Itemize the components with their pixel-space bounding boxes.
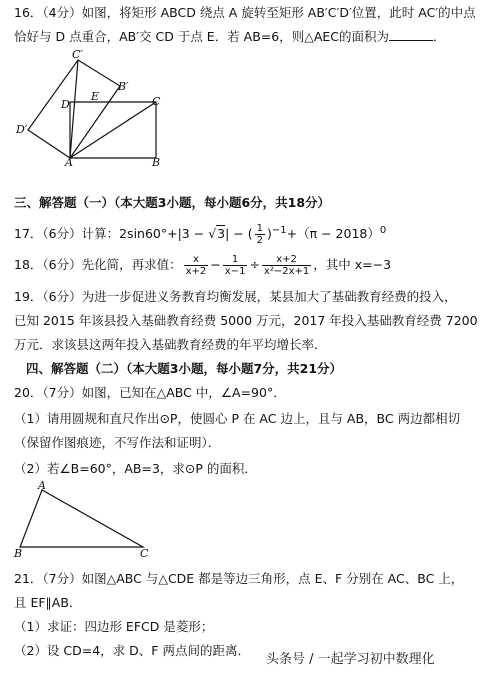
q20-line1: 20．（7分）如图，已知在△ABC 中，∠A=90°．	[14, 385, 286, 400]
q17-exponent2: 0	[379, 225, 387, 236]
q20-line3: （保留作图痕迹，不写作法和证明）．	[14, 435, 221, 450]
q18-prefix: 18．（6分）先化简，再求值：	[14, 257, 182, 272]
label-C-prime: C′	[72, 48, 83, 61]
q18-line	[14, 254, 391, 277]
label-C: C	[140, 547, 149, 560]
label-B-prime: B′	[118, 80, 129, 93]
q18-f1-num: x	[192, 254, 199, 265]
q19-line3: 万元．求该县这两年投入基础教育经费的年平均增长率．	[14, 337, 327, 352]
section4-title: 四、解答题（二）（本大题3小题，每小题7分，共21分）	[26, 361, 343, 376]
label-B: B	[152, 156, 161, 166]
q21-line4: （2）设 CD=4，求 D、F 两点间的距离．	[14, 643, 250, 658]
q21-line3: （1）求证：四边形 EFCD 是菱形；	[14, 619, 214, 634]
label-D: D	[61, 98, 70, 111]
q17-fraction	[255, 223, 265, 246]
answer-blank	[389, 28, 433, 41]
q18-suffix: ，其中 x=−3	[313, 257, 392, 272]
q18-f2-num: 1	[231, 254, 239, 265]
sqrt-symbol: √	[208, 226, 217, 242]
q16-line1: 16．（4分）如图，将矩形 ABCD 绕点 A 旋转至矩形 AB′C′D′位置，此时 AC′的中点	[14, 5, 476, 20]
label-D-prime: D′	[16, 123, 28, 136]
q18-f3-den: x²−2x+1	[263, 266, 310, 277]
q17-frac-den: 2	[256, 235, 263, 247]
q17-frac-num: 1	[256, 223, 263, 235]
label-A: A	[38, 479, 46, 492]
q18-f1-den: x+2	[185, 266, 207, 277]
label-C: C	[152, 95, 161, 108]
q17-prefix: 17．（6分）计算：2sin60°+|3 −	[14, 226, 209, 242]
q17-exponent: −1	[271, 225, 287, 236]
q20-line4: （2）若∠B=60°，AB=3，求⊙P 的面积．	[14, 461, 257, 476]
section3-title: 三、解答题（一）（本大题3小题，每小题6分，共18分）	[14, 195, 331, 210]
q18-fraction3	[262, 254, 311, 277]
segment-AC-prime	[70, 60, 78, 158]
q18-op1: −	[210, 257, 221, 272]
label-E: E	[91, 90, 100, 103]
q19-line2: 已知 2015 年该县投入基础教育经费 5000 万元，2017 年投入基础教育经费 7200	[14, 313, 478, 328]
q17-mid2: )	[267, 226, 272, 242]
q18-f2-den: x−1	[224, 266, 246, 277]
q17-sqrt-value: 3	[217, 226, 226, 242]
q16-line2-end: ．	[433, 29, 446, 44]
right-triangle-figure	[0, 478, 170, 560]
segment-AC	[70, 102, 156, 158]
q21-line2: 且 EF∥AB．	[14, 595, 82, 610]
q16-line2-text: 恰好与 D 点重合，AB′交 CD 于点 E．若 AB=6，则△AEC的面积为	[14, 29, 390, 44]
q18-op2: ÷	[249, 257, 260, 272]
q16-line2	[14, 28, 446, 46]
triangle-ABC	[20, 490, 143, 547]
q17-suffix: +（π − 2018）	[286, 226, 380, 242]
watermark: 头条号 / 一起学习初中数理化	[266, 652, 435, 667]
label-B: B	[14, 547, 23, 560]
q17-mid: | − (	[225, 226, 253, 242]
label-A: A	[65, 156, 73, 166]
q17-line	[14, 222, 386, 246]
rectangle-rotation-figure	[0, 46, 200, 166]
q19-line1: 19．（6分）为进一步促进义务教育均衡发展，某县加大了基础教育经费的投入，	[14, 289, 457, 304]
q18-f3-num: x+2	[276, 254, 297, 265]
q20-line2: （1）请用圆规和直尺作出⊙P，使圆心 P 在 AC 边上，且与 AB，BC 两边都相切	[14, 411, 461, 426]
q21-line1: 21．（7分）如图△ABC 与△CDE 都是等边三角形，点 E、F 分别在 AC、BC 上，	[14, 571, 464, 586]
q18-fraction2	[223, 254, 248, 277]
q18-fraction1	[184, 254, 209, 277]
